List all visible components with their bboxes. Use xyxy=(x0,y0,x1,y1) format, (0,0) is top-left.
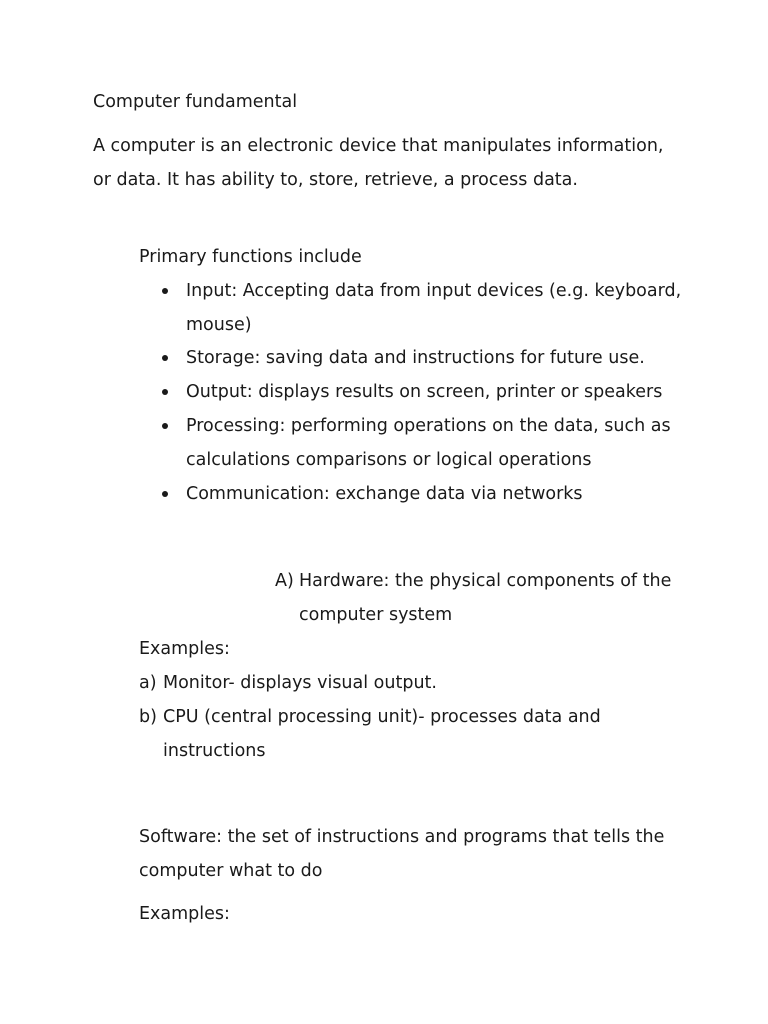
example-cpu-line-2: instructions xyxy=(163,741,266,761)
bullet-icon xyxy=(162,389,168,395)
example-monitor: Monitor- displays visual output. xyxy=(163,673,437,693)
list-item-storage: Storage: saving data and instructions for future use. xyxy=(186,348,645,368)
list-item-processing-line-1: Processing: performing operations on the data, such as xyxy=(186,416,671,436)
hardware-definition-line-2: computer system xyxy=(299,605,453,625)
software-definition-line-2: computer what to do xyxy=(139,861,323,881)
hardware-definition-line-1: Hardware: the physical components of the xyxy=(299,571,672,591)
intro-paragraph-line-2: or data. It has ability to, store, retrieve, a process data. xyxy=(93,170,578,190)
list-item-output: Output: displays results on screen, printer or speakers xyxy=(186,382,663,402)
software-definition-line-1: Software: the set of instructions and programs that tells the xyxy=(139,827,665,847)
list-item-processing-line-2: calculations comparisons or logical operations xyxy=(186,450,592,470)
bullet-icon xyxy=(162,355,168,361)
bullet-icon xyxy=(162,288,168,294)
document-title: Computer fundamental xyxy=(93,92,298,112)
hardware-examples-label: Examples: xyxy=(139,639,230,659)
primary-functions-heading: Primary functions include xyxy=(139,247,362,267)
software-examples-label: Examples: xyxy=(139,904,230,924)
list-item-input-line-1: Input: Accepting data from input devices (e.g. keyboard, xyxy=(186,281,682,301)
intro-paragraph-line-1: A computer is an electronic device that manipulates information, xyxy=(93,136,664,156)
list-item-communication: Communication: exchange data via networks xyxy=(186,484,583,504)
example-marker-a: a) xyxy=(139,673,157,693)
example-cpu-line-1: CPU (central processing unit)- processes data and xyxy=(163,707,601,727)
example-marker-b: b) xyxy=(139,707,157,727)
bullet-icon xyxy=(162,491,168,497)
hardware-marker: A) xyxy=(275,571,294,591)
bullet-icon xyxy=(162,423,168,429)
list-item-input-line-2: mouse) xyxy=(186,315,252,335)
